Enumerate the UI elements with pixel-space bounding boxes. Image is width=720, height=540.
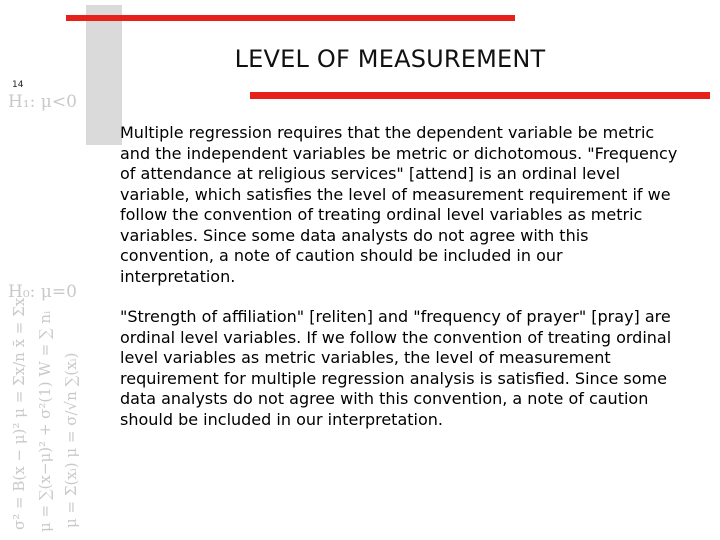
paragraph-2: "Strength of affiliation" [reliten] and "frequency of prayer" [pray] are ordinal level variables. If we follow the convention of treating ordinal level variables as metric variables, the level of measurement requirement for multiple regression analysis is satisfied. Since some data analysts do not agree with this convention, a note of caution should be included in our interpretation.	[120, 307, 672, 429]
gray-accent-bar	[86, 5, 122, 145]
watermark-hypothesis-h1: H₁: μ<0	[8, 92, 77, 112]
slide-body	[120, 123, 680, 450]
watermark-formula-column-3: μ = Σ(xᵢ) μ = σ/√n ∑(xᵢ)	[62, 352, 80, 528]
formula-watermark	[4, 92, 88, 532]
slide-title: LEVEL OF MEASUREMENT	[234, 45, 546, 73]
watermark-formula-column-1: σ² = B(x − μ)² μ = Σx/n x̄ = Σx	[10, 297, 28, 530]
watermark-hypothesis-h0: H₀: μ=0	[8, 282, 77, 302]
watermark-formula-column-2: μ = ∑(x−μ)² + σ²(1) W = ∑ nᵢ	[36, 310, 54, 532]
paragraph-1: Multiple regression requires that the dependent variable be metric and the independent variables be metric or dichotomous. "Frequency of attendance at religious services" [attend] is an ordinal level variable, which satisfies the level of measurement requirement if we follow the convention of treating ordinal level variables as metric variables. Since some data analysts do not agree with this convention, a note of caution should be included in our interpretation.	[120, 123, 678, 286]
slide-number: 14	[12, 80, 24, 90]
red-accent-bar-under-title	[250, 92, 710, 99]
red-accent-bar-top	[66, 15, 515, 21]
